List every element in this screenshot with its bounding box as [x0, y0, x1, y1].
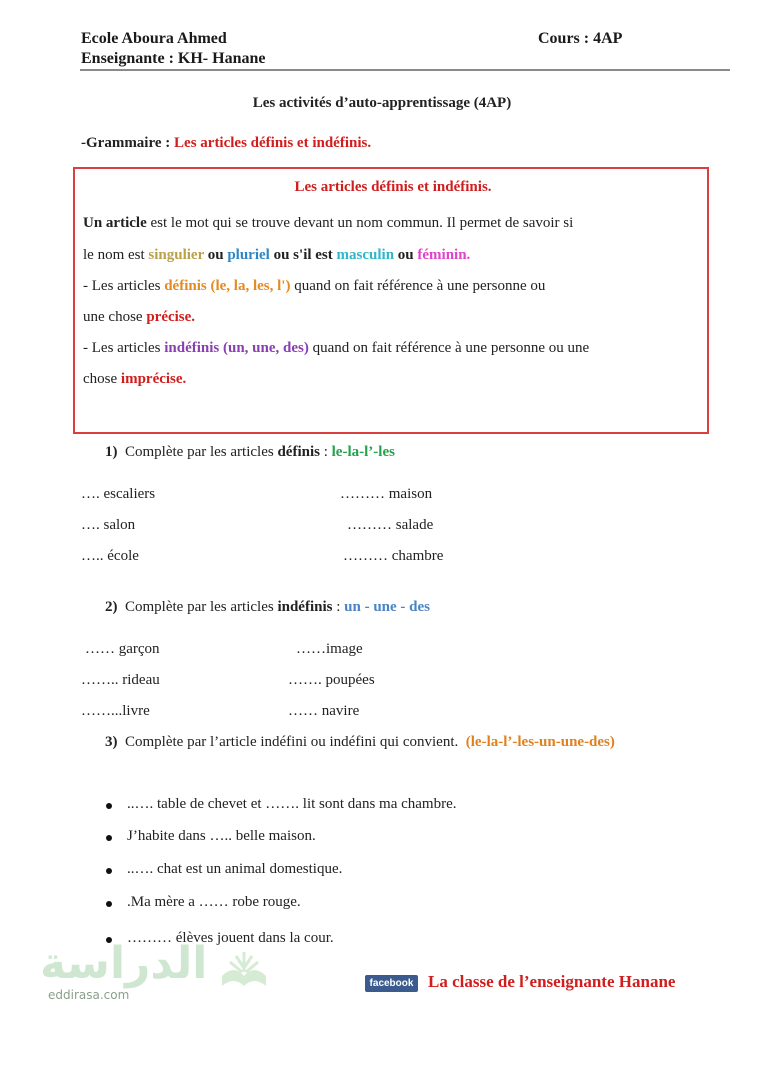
- exercise-3-instruction: [105, 734, 615, 751]
- bullet-icon: [106, 835, 112, 841]
- bullet-icon: [106, 868, 112, 874]
- exercise-number: 2): [105, 599, 118, 615]
- exercise-number: 3): [105, 734, 118, 750]
- exercise-1-articles: le-la-l’-les: [331, 444, 395, 460]
- lesson-text: ou: [394, 247, 418, 263]
- exercise-keyword: indéfinis: [277, 599, 333, 615]
- watermark-url: eddirasa.com: [48, 988, 130, 1002]
- exercise-2-instruction: [105, 599, 430, 616]
- sentence-item[interactable]: J’habite dans ….. belle maison.: [127, 828, 316, 844]
- header-divider: [80, 69, 730, 71]
- watermark-logo: الدراسة: [40, 938, 208, 989]
- term-precise: précise.: [146, 309, 196, 325]
- term-pluriel: pluriel: [227, 247, 270, 263]
- bullet-icon: [106, 803, 112, 809]
- lesson-box: [73, 167, 709, 434]
- lesson-text: une chose: [83, 309, 147, 325]
- blank-item[interactable]: …… navire: [288, 703, 360, 719]
- blank-item[interactable]: …. salon: [81, 517, 136, 533]
- lesson-text: le nom est: [83, 247, 149, 263]
- blank-item[interactable]: …….. rideau: [81, 672, 160, 688]
- lesson-text: chose: [83, 371, 121, 387]
- bullet-icon: [106, 901, 112, 907]
- lesson-line-6: [83, 371, 186, 388]
- blank-item[interactable]: ……. poupées: [288, 672, 375, 688]
- term-indefinis: indéfinis (un, une, des): [164, 340, 309, 356]
- term-imprecise: imprécise.: [120, 371, 187, 387]
- grammar-label: -Grammaire :: [81, 135, 175, 151]
- lesson-text: - Les articles: [83, 278, 165, 294]
- sentence-item[interactable]: ……… élèves jouent dans la cour.: [127, 930, 334, 946]
- lesson-text: - Les articles: [83, 340, 165, 356]
- term-definis: définis (le, la, les, l'): [164, 278, 291, 294]
- book-icon: [218, 946, 270, 992]
- lesson-line-3: [83, 278, 545, 295]
- lesson-text: ou: [203, 247, 228, 263]
- blank-item[interactable]: ……image: [296, 641, 363, 657]
- lesson-line-4: [83, 309, 195, 326]
- grammar-heading: [81, 135, 371, 152]
- course-level: Cours : 4AP: [538, 30, 623, 47]
- exercise-text: :: [332, 599, 345, 615]
- lesson-text: ou s'il est: [269, 247, 337, 263]
- lesson-line-5: [83, 340, 589, 357]
- lesson-text: quand on fait référence à une personne ou une: [308, 340, 590, 356]
- lesson-box-title: Les articles définis et indéfinis.: [294, 179, 492, 195]
- page-title: Les activités d’auto-apprentissage (4AP): [252, 95, 512, 111]
- blank-item[interactable]: ……...livre: [81, 703, 150, 719]
- exercise-text: Complète par les articles: [125, 599, 278, 615]
- exercise-keyword: définis: [277, 444, 320, 460]
- grammar-topic: Les articles définis et indéfinis.: [174, 135, 372, 151]
- exercise-2-articles: un - une - des: [344, 599, 431, 615]
- term-singulier: singulier: [148, 247, 204, 263]
- lesson-line-1: [83, 215, 573, 232]
- term-feminin: féminin.: [417, 247, 471, 263]
- exercise-3-articles: (le-la-l’-les-un-une-des): [465, 734, 615, 750]
- blank-item[interactable]: …… garçon: [85, 641, 160, 657]
- lesson-text: est le mot qui se trouve devant un nom commun. Il permet de savoir si: [146, 215, 574, 231]
- blank-item[interactable]: ……… salade: [347, 517, 434, 533]
- teacher-name: Enseignante : KH- Hanane: [81, 50, 266, 67]
- exercise-number: 1): [105, 444, 118, 460]
- sentence-item[interactable]: ..…. table de chevet et ……. lit sont dans ma chambre.: [127, 796, 457, 812]
- facebook-icon[interactable]: facebook: [365, 975, 418, 992]
- lesson-term-article: Un article: [83, 215, 147, 231]
- sentence-item[interactable]: .Ma mère a …… robe rouge.: [127, 894, 301, 910]
- facebook-page-name[interactable]: La classe de l’enseignante Hanane: [428, 972, 676, 991]
- blank-item[interactable]: ……… maison: [340, 486, 433, 502]
- blank-item[interactable]: ……… chambre: [343, 548, 444, 564]
- lesson-text: quand on fait référence à une personne ou: [290, 278, 546, 294]
- blank-item[interactable]: …. escaliers: [81, 486, 156, 502]
- blank-item[interactable]: ….. école: [81, 548, 139, 564]
- term-masculin: masculin: [336, 247, 395, 263]
- lesson-line-2: [83, 247, 470, 264]
- exercise-1-instruction: [105, 444, 395, 461]
- exercise-text: :: [319, 444, 332, 460]
- sentence-item[interactable]: ..…. chat est un animal domestique.: [127, 861, 343, 877]
- exercise-text: Complète par l’article indéfini ou indéfini qui convient.: [125, 734, 459, 750]
- school-name: Ecole Aboura Ahmed: [81, 30, 227, 47]
- exercise-text: Complète par les articles: [125, 444, 278, 460]
